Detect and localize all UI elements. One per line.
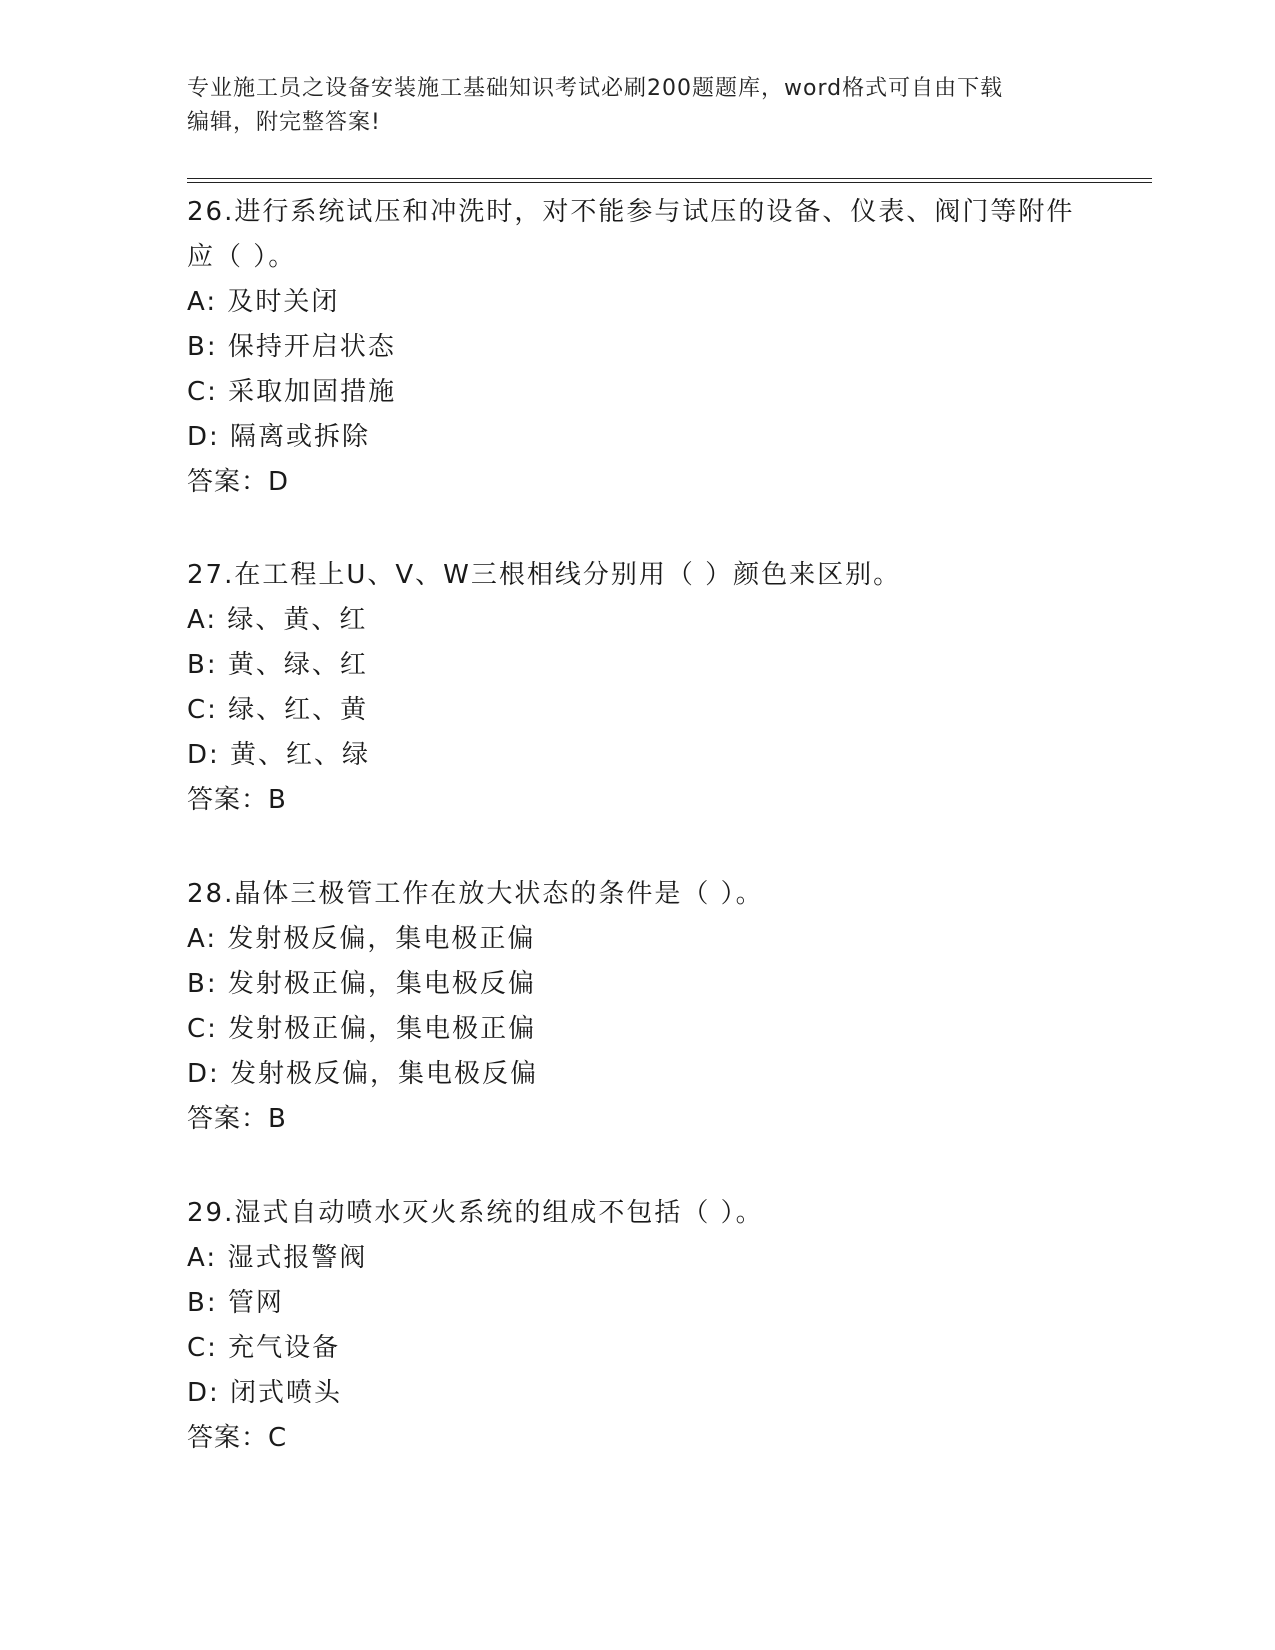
question-stem: 28.晶体三极管工作在放大状态的条件是（ ）。 [187, 879, 764, 909]
document-title [187, 72, 1087, 140]
option-c: C: 采取加固措施 [187, 377, 397, 407]
question-26 [187, 190, 1087, 505]
option-b: B: 管网 [187, 1288, 284, 1318]
question-29 [187, 1191, 1087, 1461]
option-d: D: 闭式喷头 [187, 1378, 343, 1408]
option-a: A: 发射极反偏，集电极正偏 [187, 924, 536, 954]
option-b: B: 保持开启状态 [187, 332, 396, 362]
question-stem: 26.进行系统试压和冲洗时，对不能参与试压的设备、仪表、阀门等附件应（ ）。 [187, 197, 1075, 272]
option-d: D: 黄、红、绿 [187, 740, 371, 770]
option-a: A: 绿、黄、红 [187, 605, 368, 635]
option-b: B: 发射极正偏，集电极反偏 [187, 969, 536, 999]
answer: 答案：D [187, 467, 290, 497]
question-28 [187, 872, 1087, 1142]
option-d: D: 隔离或拆除 [187, 422, 371, 452]
question-stem: 27.在工程上U、V、W三根相线分别用（ ）颜色来区别。 [187, 560, 902, 590]
title-line-2: 编辑，附完整答案! [187, 110, 381, 135]
title-line-1: 专业施工员之设备安装施工基础知识考试必刷200题题库，word格式可自由下载 [187, 76, 1004, 101]
option-c: C: 发射极正偏，集电极正偏 [187, 1014, 537, 1044]
answer: 答案：B [187, 785, 287, 815]
header-divider-top [187, 178, 1152, 179]
option-c: C: 充气设备 [187, 1333, 341, 1363]
answer: 答案：C [187, 1423, 288, 1453]
option-b: B: 黄、绿、红 [187, 650, 368, 680]
option-c: C: 绿、红、黄 [187, 695, 369, 725]
option-a: A: 及时关闭 [187, 287, 340, 317]
question-27 [187, 553, 1087, 823]
answer: 答案：B [187, 1104, 287, 1134]
option-d: D: 发射极反偏，集电极反偏 [187, 1059, 539, 1089]
question-stem: 29.湿式自动喷水灭火系统的组成不包括（ ）。 [187, 1198, 764, 1228]
header-divider-bottom [187, 182, 1152, 183]
option-a: A: 湿式报警阀 [187, 1243, 368, 1273]
